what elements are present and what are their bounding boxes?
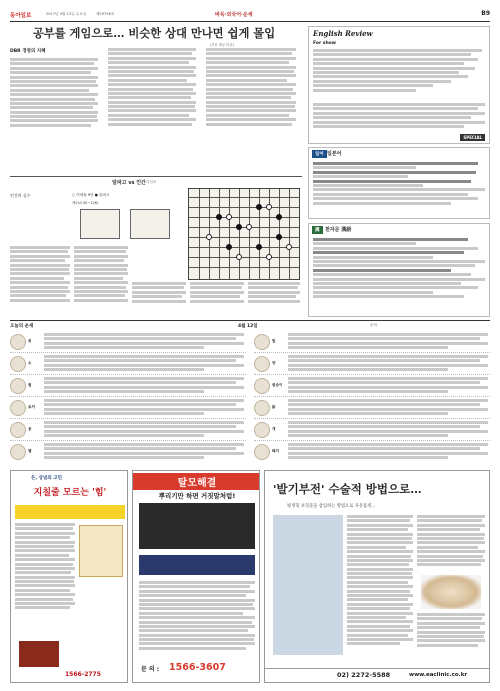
zodiac-name: 뱀 [28,449,32,453]
ad1-product-image [79,525,123,577]
go-top-rule [10,176,302,177]
go-title: 알파고 vs 인간 [112,180,146,186]
main-article [10,26,298,174]
zodiac-icon [10,356,26,372]
ad3-phone[interactable]: 02) 2272-5588 [337,671,391,679]
go-stone-white [206,234,212,240]
ad1-highlight-box [15,505,125,519]
ad1-body [15,523,75,611]
zodiac-icon [254,422,270,438]
zodiac-icon [254,356,270,372]
japanese-body [313,162,485,206]
ad3-body-1 [347,515,413,647]
ad1-top: 돈, 상념의 고민 [31,476,62,481]
ad-clinic[interactable] [264,470,490,683]
ad-supplement[interactable] [10,470,128,683]
zodiac-name: 닭 [272,405,276,409]
fortune-item [254,397,490,419]
fortune-item [10,375,246,397]
page-number: B9 [481,10,490,17]
ad2-phone[interactable]: 1566-3607 [169,662,226,673]
for-show-label: For show [313,41,336,46]
zodiac-name: 원숭이 [272,383,283,387]
ad-hair-loss[interactable] [132,470,260,683]
fortune-top-rule [10,320,490,321]
go-stone-white [226,214,232,220]
go-stone-white [266,204,272,210]
issue-date: 2017년 4월 12일 수요일 [46,12,87,16]
fortune-item [10,419,246,441]
article-body-wrap [10,43,298,172]
english-review-body [313,49,485,93]
article-headline: 공부를 게임으로… 비슷한 상대 만나면 쉽게 몰입 [32,26,276,40]
ad2-tagline: 탈모해결 [133,473,260,490]
fortune-item [254,441,490,463]
zodiac-icon [10,400,26,416]
article-column-1 [10,48,98,128]
ad2-photo-grid [139,503,255,549]
japanese-box [308,147,490,219]
zodiac-name: 개 [272,427,276,431]
go-note: 인간의 실수 [10,193,31,198]
english-special-badge: SPECIAL [460,134,485,141]
zodiac-icon [10,444,26,460]
zodiac-name: 쥐 [28,339,32,343]
zodiac-icon [254,444,270,460]
fortune-item [254,419,490,441]
go-subtitle: 특선보 [146,180,157,184]
fortune-header [10,322,490,330]
ad2-headline: 뿌리기만 하면 거짓말처럼! [158,492,236,500]
go-column [10,176,302,318]
go-caption: 제2보(30~126) [72,201,99,205]
ad2-phone-label: 문 의 : [141,666,160,673]
go-stone-white [266,254,272,260]
ad3-footer [265,668,490,682]
go-stone-black [226,244,232,250]
paper-name: 동아일보 [10,13,32,19]
fortune-item [10,353,246,375]
zodiac-icon [254,400,270,416]
zodiac-icon [10,334,26,350]
ad1-phone[interactable]: 1566-2775 [65,671,101,678]
fortune-item [10,441,246,463]
hanja-title: 천자문 漢語 [325,227,352,233]
article-byline: (자료 제공 미상) [210,43,234,47]
ad3-body-3 [417,613,485,648]
zodiac-name: 돼지 [272,449,279,453]
zodiac-name: 양 [272,361,276,365]
ad2-product-photo [139,555,255,575]
go-stone-black [276,234,282,240]
ad3-product-image [421,575,481,609]
go-stone-black [276,214,282,220]
masthead [10,8,490,20]
article-subhead: DBR 경영의 지혜 [10,49,46,54]
go-stone-black [216,214,222,220]
fortune-title: 오늘의 운세 [10,324,34,329]
ad2-body [139,581,255,651]
fortune-item [10,331,246,353]
zodiac-name: 범 [28,383,32,387]
ad3-body-2 [417,515,485,568]
go-stone-white [246,224,252,230]
english-review-body-2 [313,103,485,129]
zodiac-icon [10,422,26,438]
go-stone-white [236,254,242,260]
fortune-item [10,397,246,419]
zodiac-icon [254,378,270,394]
zodiac-name: 소 [28,361,32,365]
fortune-item [254,331,490,353]
go-board [188,188,300,280]
go-stone-black [256,204,262,210]
ad1-headline: 지칠줄 모르는 '힘' [33,488,107,498]
go-stone-white [286,244,292,250]
zodiac-icon [10,378,26,394]
ad3-headline: '발기부전' 수술적 방법으로… [273,482,422,496]
hanja-label: 漢 [312,226,323,234]
masthead-rule [10,21,490,22]
go-players: ○ 이세돌 9단 ● 알파고 [72,193,110,197]
fortune-left [10,331,246,463]
ad3-doctor-photo [273,515,343,655]
article-column-3 [206,48,296,127]
zodiac-name: 토끼 [28,405,35,409]
fortune-date: 4월 12일 [238,324,258,329]
go-stone-black [236,224,242,230]
fortune-item [254,353,490,375]
english-review-title: English Review [313,29,373,38]
zodiac-name: 말 [272,339,276,343]
hanja-body [313,238,485,299]
ad3-url[interactable]: www.eaclinic.co.kr [409,672,468,678]
japanese-title: 일본어 [327,151,342,157]
japanese-label: 일어 [312,150,327,158]
fortune-item [254,375,490,397]
zodiac-name: 용 [28,427,32,431]
hanja-box [308,223,490,317]
zodiac-icon [254,334,270,350]
go-small-board [80,209,120,239]
fortune-right [254,331,490,463]
section-name: 바둑·외국어·운세 [215,12,253,18]
ad1-product-box [19,641,59,667]
go-small-board-2 [130,209,170,239]
article-column-2 [108,48,196,127]
issue-number: 제29756호 [96,12,115,16]
fortune-contact: 문의 [370,323,377,327]
go-stone-black [256,244,262,250]
english-review-box [308,26,490,144]
ad3-sub: 평생형 보형물을 삽입하는 방법으로 자유롭게… [287,504,376,509]
